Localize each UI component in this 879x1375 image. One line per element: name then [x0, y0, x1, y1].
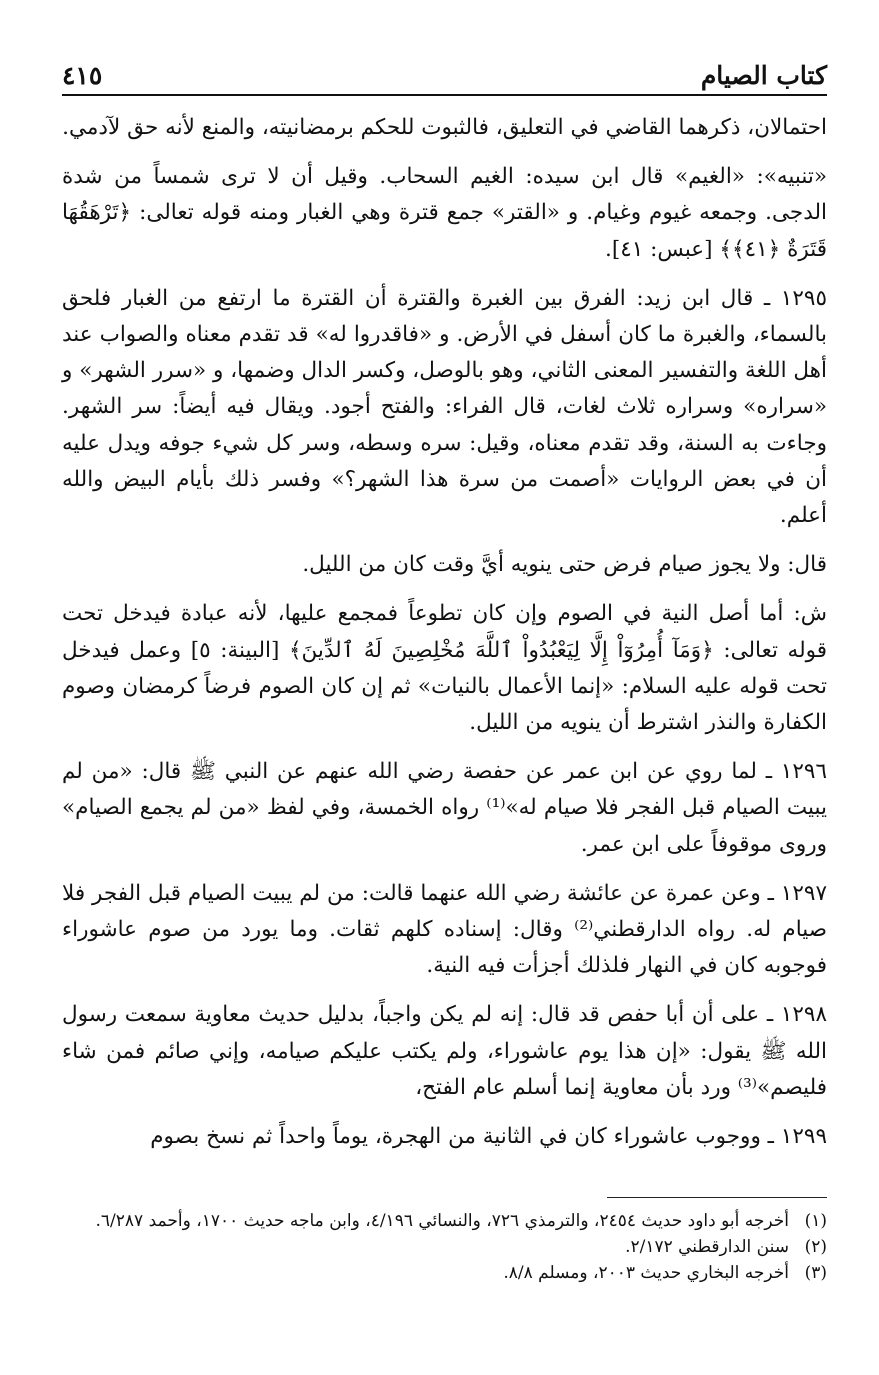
- paragraph: ١٢٩٩ ـ ووجوب عاشوراء كان في الثانية من الهجرة، يوماً واحداً ثم نسخ بصوم: [150, 1124, 827, 1150]
- page-header: [62, 50, 827, 96]
- footnote-text: أخرجه أبو داود حديث ٢٤٥٤، والترمذي ٧٢٦، والنسائي ٤/١٩٦، وابن ماجه حديث ١٧٠٠، وأحمد ٦/٢٨٧.: [95, 1211, 789, 1231]
- paragraph: ١٢٩٦ ـ لما روي عن ابن عمر عن حفصة رضي الله عنهم عن النبي ﷺ قال: «من لم يبيت الصيام قبل الفجر فلا صيام له»⁽¹⁾ رواه الخمسة، وفي لفظ «من لم يجمع الصيام» وروى موقوفاً على ابن عمر.: [62, 759, 827, 857]
- paragraph: ش: أما أصل النية في الصوم وإن كان تطوعاً فمجمع عليها، لأنه عبادة فيدخل تحت قوله تعالى: ﴿وَمَآ أُمِرُوٓاْ إِلَّا لِيَعْبُدُواْ ٱللَّهَ مُخْلِصِينَ لَهُ ٱلدِّينَ﴾ [البينة: ٥] وعمل فيدخل تحت قوله عليه السلام: «إنما الأعمال بالنيات» ثم إن كان الصوم فرضاً كرمضان وصوم الكفارة والنذر اشترط أن ينويه من الليل.: [62, 601, 828, 736]
- page-number: ٤١٥: [62, 61, 103, 90]
- paragraph: احتمالان، ذكرهما القاضي في التعليق، فالثبوت للحكم برمضانيته، والمنع لأنه حق لآدمي.: [62, 115, 827, 140]
- footnote-text: أخرجه البخاري حديث ٢٠٠٣، ومسلم ٨/٨.: [503, 1263, 789, 1283]
- footnotes: [62, 1197, 827, 1286]
- footnote-number: (٣): [804, 1263, 827, 1283]
- main-text: [62, 110, 827, 1168]
- footnote: [62, 1260, 827, 1286]
- footnote-divider: [607, 1197, 827, 1198]
- paragraph: ١٢٩٨ ـ على أن أبا حفص قد قال: إنه لم يكن واجباً، بدليل حديث معاوية سمعت رسول الله ﷺ يقول: «إن هذا يوم عاشوراء، ولم يكتب عليكم صيامه، وإني صائم فمن شاء فليصم»⁽³⁾ ورد بأن معاوية إنما أسلم عام الفتح،: [62, 1002, 827, 1100]
- paragraph: قال: ولا يجوز صيام فرض حتى ينويه أيَّ وقت كان من الليل.: [302, 552, 827, 578]
- chapter-title: كتاب الصيام: [700, 61, 827, 90]
- footnote: [62, 1234, 827, 1260]
- paragraph: «تنبيه»: «الغيم» قال ابن سيده: الغيم السحاب. وقيل أن لا ترى شمساً من شدة الدجى. وجمعه غيوم وغيام. و «القتر» جمع قترة وهي الغبار ومنه قوله تعالى: ﴿تَرْهَقُهَا قَتَرَةٌ ﴿٤١﴾﴾ [عبس: ٤١].: [62, 164, 827, 262]
- footnote: [62, 1208, 827, 1234]
- paragraph: ١٢٩٥ ـ قال ابن زيد: الفرق بين الغبرة والقترة أن القترة ما ارتفع من الغبار فلحق بالسماء، والغبرة ما كان أسفل في الأرض. و «فاقدروا له» قد تقدم معناه والصواب عند أهل اللغة والتفسير المعنى الثاني، وهو بالوصل، وكسر الدال وضمها، و «سرر الشهر» و «سراره» وسراره ثلاث لغات، قال الفراء: والفتح أجود. ويقال فيه أيضاً: سر الشهر. وجاءت به السنة، وقد تقدم معناه، وقيل: سره وسطه، وسر كل شيء جوفه ويدل عليه أن في بعض الروايات «أصمت من سرة هذا الشهر؟» وفسر ذلك بأيام البيض والله أعلم.: [62, 285, 827, 529]
- footnote-number: (١): [804, 1211, 827, 1231]
- footnote-text: سنن الدارقطني ٢/١٧٢.: [625, 1237, 789, 1257]
- footnote-number: (٢): [804, 1237, 827, 1257]
- paragraph: ١٢٩٧ ـ وعن عمرة عن عائشة رضي الله عنهما قالت: من لم يبيت الصيام قبل الفجر فلا صيام له. رواه الدارقطني⁽²⁾ وقال: إسناده كلهم ثقات. وما يورد من صوم عاشوراء فوجوبه كان في النهار فلذلك أجزأت فيه النية.: [62, 880, 827, 979]
